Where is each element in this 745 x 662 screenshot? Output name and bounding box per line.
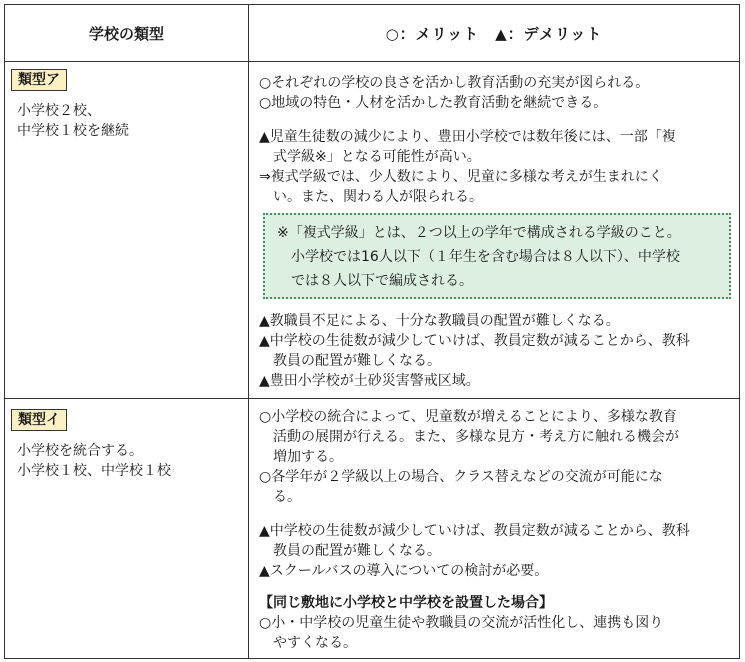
type-a-tag: 類型ア [11, 69, 67, 91]
note-line: ※「複式学級」とは、２つ以上の学年で構成される学級のこと。 [277, 225, 681, 241]
type-i-desc-1: 小学校を統合する。 [17, 443, 143, 459]
type-a-line: 式学級※」となる可能性が高い。 [259, 149, 481, 165]
type-a-line: ▲豊田小学校が土砂災害警戒区域。 [259, 373, 480, 389]
fukushiki-note-box [263, 213, 731, 299]
type-i-line: 増加する。 [259, 449, 343, 465]
type-a-line: ▲教職員不足による、十分な教職員の配置が難しくなる。 [259, 313, 620, 329]
row-divider [5, 398, 739, 399]
table-header [5, 5, 739, 62]
type-a-line: い。また、関わる人が限られる。 [259, 189, 483, 205]
type-i-line: ▲中学校の生徒数が減少していけば、教員定数が減ることから、教科 [259, 523, 690, 539]
type-i-desc-2: 小学校１校、中学校１校 [17, 463, 171, 479]
type-i-line: ○小・中学校の児童生徒や教職員の交流が活性化し、連携も図り [259, 615, 664, 631]
type-a-line: ○地域の特色・人材を活かした教育活動を継続できる。 [259, 95, 608, 111]
header-school-type: 学校の類型 [88, 24, 164, 43]
type-a-line: ○それぞれの学校の良さを活かし教育活動の充実が図られる。 [259, 75, 650, 91]
note-line: では８人以下で編成される。 [291, 273, 473, 289]
type-a-line: ▲中学校の生徒数が減少していけば、教員定数が減ることから、教科 [259, 333, 690, 349]
type-i-tag: 類型イ [11, 409, 67, 431]
type-a-line: ▲児童生徒数の減少により、豊田小学校では数年後には、一部「複 [259, 129, 676, 145]
type-i-line: ○小学校の統合によって、児童数が増えることにより、多様な教育 [259, 409, 677, 425]
comparison-table [4, 4, 740, 659]
type-i-line: やすくなる。 [259, 635, 357, 651]
type-i-line: ▲スクールバスの導入についての検討が必要。 [259, 563, 549, 579]
type-i-line: 教員の配置が難しくなる。 [259, 543, 441, 559]
column-divider [248, 5, 249, 658]
type-i-line: る。 [259, 489, 301, 505]
header-merit-demerit: ○：メリット ▲：デメリット [385, 24, 603, 43]
type-a-line: 教員の配置が難しくなる。 [259, 353, 441, 369]
type-i-line: ○各学年が２学級以上の場合、クラス替えなどの交流が可能にな [259, 469, 663, 485]
type-a-line: ⇒複式学級では、少人数により、児童に多様な考えが生まれにく [259, 169, 663, 185]
type-a-desc-2: 中学校１校を継続 [17, 123, 129, 139]
type-i-section-heading: 【同じ敷地に小学校と中学校を設置した場合】 [259, 595, 553, 611]
type-a-desc-1: 小学校２校、 [17, 103, 101, 119]
type-i-line: 活動の展開が行える。また、多様な見方・考え方に触れる機会が [259, 429, 679, 445]
note-line: 小学校では16人以下（１年生を含む場合は８人以下）、中学校 [291, 249, 680, 265]
